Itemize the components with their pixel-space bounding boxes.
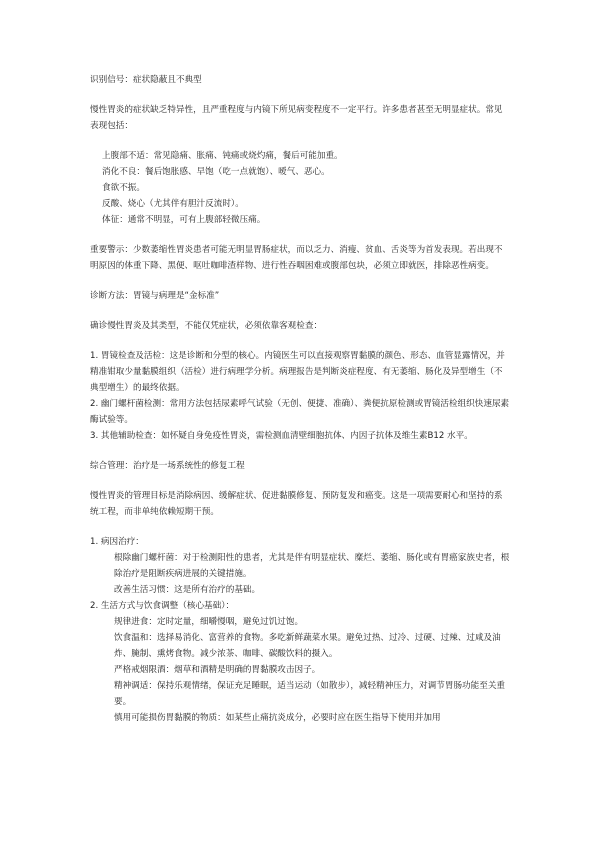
paragraph-mild-diet: 饮食温和：选择易消化、富营养的食物。多吃新鲜蔬菜水果。避免过热、过冷、过硬、过辣、过咸及油炸、腌制、熏烤食物。减少浓茶、咖啡、碳酸饮料的摄入。: [114, 633, 501, 659]
paragraph-warning: 重要警示：少数萎缩性胃炎患者可能无明显胃肠症状，而以乏力、消瘦、贫血、舌炎等为首发表现。若出现不明原因的体重下降、黑便、呕吐咖啡渣样物、进行性吞咽困难或腹部包块，必须立即就医，排除恶性病变。: [90, 245, 503, 271]
subheading-cause-treatment: 1. 病因治疗：: [90, 537, 144, 547]
paragraph-habits: 改善生活习惯：这是所有治疗的基础。: [114, 585, 261, 595]
list-item: 1. 胃镜检查及活检：这是诊断和分型的核心。内镜医生可以直接观察胃黏膜的颜色、形态、血管显露情况，并精准钳取少量黏膜组织（活检）进行病理学分析。病理报告是判断炎症程度、有无萎缩、肠化及异型增生（不典型增生）的最终依据。: [90, 351, 505, 393]
list-item: 食欲不振。: [102, 183, 145, 193]
paragraph-management-intro: 慢性胃炎的管理目标是消除病因、缓解症状、促进黏膜修复、预防复发和癌变。这是一项需要耐心和坚持的系统工程，而非单纯依赖短期干预。: [90, 491, 503, 517]
document-page: [90, 72, 510, 726]
list-item: 消化不良：餐后饱胀感、早饱（吃一点就饱）、嗳气、恶心。: [102, 167, 330, 177]
list-item: 反酸、烧心（尤其伴有胆汁反流时）。: [102, 199, 244, 209]
list-item: 3. 其他辅助检查：如怀疑自身免疫性胃炎，需检测血清壁细胞抗体、内因子抗体及维生素B12 水平。: [90, 431, 473, 441]
paragraph-caution-drugs: 慎用可能损伤胃黏膜的物质：如某些止痛抗炎成分，必要时应在医生指导下使用并加用: [114, 713, 441, 723]
diagnosis-list: [90, 348, 510, 444]
paragraph-symptoms-intro: 慢性胃炎的症状缺乏特异性，且严重程度与内镜下所见病变程度不一定平行。许多患者甚至无明显症状。常见表现包括：: [90, 105, 503, 131]
list-item: 上腹部不适：常见隐痛、胀痛、钝痛或烧灼痛，餐后可能加重。: [102, 151, 343, 161]
paragraph-diagnosis-intro: 确诊慢性胃炎及其类型，不能仅凭症状，必须依靠客观检查：: [90, 321, 323, 331]
subheading-lifestyle: 2. 生活方式与饮食调整（核心基础）：: [90, 601, 235, 611]
paragraph-hp-eradication: 根除幽门螺杆菌：对于检测阳性的患者，尤其是伴有明显症状、糜烂、萎缩、肠化或有胃癌家族史者，根除治疗是阻断疾病进展的关键措施。: [114, 553, 510, 579]
section-heading-signals: 识别信号：症状隐蔽且不典型: [90, 75, 202, 85]
symptom-list: [90, 148, 510, 228]
section-heading-management: 综合管理：治疗是一场系统性的修复工程: [90, 461, 245, 471]
list-item: 2. 幽门螺杆菌检测：常用方法包括尿素呼气试验（无创、便捷、准确）、粪便抗原检测或胃镜活检组织快速尿素酶试验等。: [90, 399, 510, 425]
list-item: 体征：通常不明显，可有上腹部轻微压痛。: [102, 215, 266, 225]
paragraph-regular-meals: 规律进食：定时定量，细嚼慢咽，避免过饥过饱。: [114, 617, 304, 627]
paragraph-no-smoking: 严格戒烟限酒：烟草和酒精是明确的胃黏膜攻击因子。: [114, 665, 321, 675]
paragraph-mental-health: 精神调适：保持乐观情绪，保证充足睡眠，适当运动（如散步），减轻精神压力，对调节胃肠功能至关重要。: [114, 681, 506, 707]
section-heading-diagnosis: 诊断方法：胃镜与病理是“金标准”: [90, 291, 220, 301]
